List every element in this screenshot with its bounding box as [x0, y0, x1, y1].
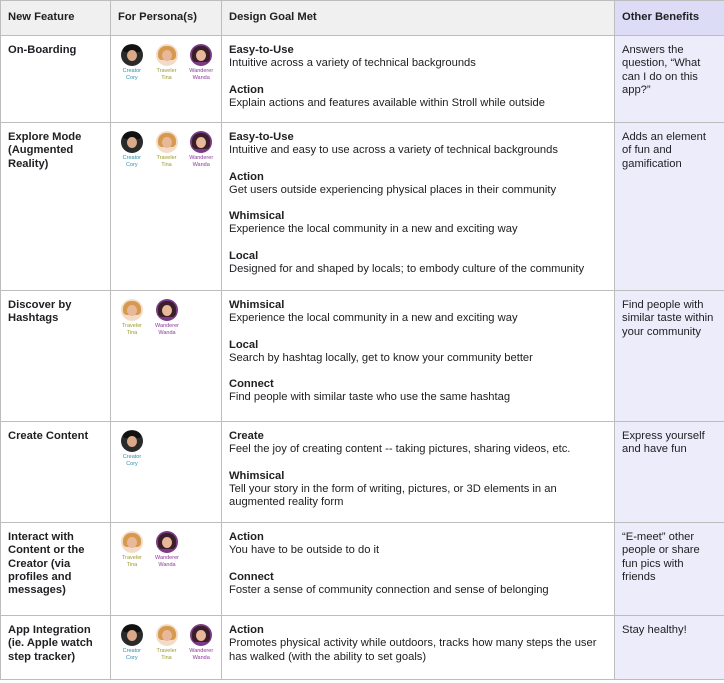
goal-description: Feel the joy of creating content -- taking pictures, sharing videos, etc.: [229, 443, 571, 456]
persona-label: [157, 68, 177, 81]
avatar: [121, 430, 143, 452]
goal-description: Foster a sense of community connection and sense of belonging: [229, 583, 549, 596]
persona-tina: [119, 299, 145, 336]
persona-label: [123, 68, 141, 81]
avatar: [121, 299, 143, 321]
benefits-cell: Stay healthy!: [615, 616, 724, 680]
persona-label: [155, 323, 179, 336]
persona-role: Traveler: [156, 68, 177, 74]
persona-role: Traveler: [122, 555, 142, 561]
goal-title: Whimsical: [229, 210, 285, 223]
persona-tina: [119, 531, 145, 568]
goal-description: Experience the local community in a new and exciting way: [229, 312, 518, 325]
benefits-cell: Find people with similar taste within your community: [615, 291, 724, 422]
persona-label: [122, 323, 142, 336]
goals-cell: [222, 123, 615, 291]
persona-name: Cory: [126, 161, 138, 168]
goal-title: Connect: [229, 570, 274, 583]
persona-name: Cory: [126, 654, 138, 661]
goal-title: Action: [229, 170, 264, 183]
persona-name: Wanda: [192, 654, 210, 661]
goal-title: Local: [229, 249, 259, 262]
personas-cell: [111, 291, 222, 422]
persona-name: Cory: [126, 74, 138, 81]
persona-label: [123, 648, 141, 661]
persona-name: Tina: [126, 561, 138, 568]
persona-role: Wanderer: [189, 68, 214, 74]
goal-title: Action: [229, 83, 264, 96]
persona-role: Traveler: [122, 323, 142, 329]
persona-role: Wanderer: [155, 323, 179, 329]
persona-role: Creator: [122, 648, 141, 654]
feature-name: Explore Mode (Augmented Reality): [1, 123, 111, 291]
persona-name: Cory: [126, 460, 138, 467]
avatar: [156, 624, 178, 646]
table-row: [1, 523, 724, 616]
table-row: [1, 291, 724, 422]
design-goal: [229, 84, 607, 111]
feature-name: App Integration (ie. Apple watch step tracker): [1, 616, 111, 680]
feature-name: Interact with Content or the Creator (via profiles and messages): [1, 523, 111, 616]
design-goal: [229, 624, 607, 664]
persona-label: [189, 68, 213, 81]
avatar: [190, 44, 212, 66]
persona-label: [122, 555, 142, 568]
persona-label: [157, 155, 177, 168]
persona-name: Tina: [161, 74, 172, 81]
persona-cory: [119, 44, 145, 81]
header-personas: For Persona(s): [111, 1, 222, 36]
persona-label: [155, 555, 179, 568]
design-goal: [229, 210, 607, 237]
persona-wanda: [154, 299, 180, 336]
header-row: [1, 1, 724, 36]
goal-description: Promotes physical activity while outdoors, tracks how many steps the user has walked (with the ability to set goals): [229, 637, 597, 663]
goal-description: Intuitive and easy to use across a variety of technical backgrounds: [229, 144, 558, 157]
persona-wanda: [188, 131, 214, 168]
goal-title: Connect: [229, 378, 274, 391]
persona-cory: [119, 430, 145, 467]
design-goal: [229, 131, 607, 158]
goals-cell: [222, 291, 615, 422]
goals-cell: [222, 36, 615, 123]
table-row: [1, 123, 724, 291]
benefits-cell: “E-meet” other people or share fun pics with friends: [615, 523, 724, 616]
avatar: [156, 531, 178, 553]
persona-role: Creator: [122, 68, 141, 74]
persona-label: [123, 454, 141, 467]
avatar: [156, 299, 178, 321]
avatar: [190, 624, 212, 646]
design-goal: [229, 531, 607, 558]
design-goal: [229, 470, 607, 510]
design-goal: [229, 339, 607, 366]
persona-name: Tina: [126, 329, 138, 336]
persona-role: Wanderer: [189, 155, 214, 161]
design-goal: [229, 571, 607, 598]
table-row: [1, 616, 724, 680]
design-goal: [229, 250, 607, 277]
persona-role: Traveler: [156, 155, 177, 161]
goal-description: Designed for and shaped by locals; to embody culture of the community: [229, 263, 585, 276]
goal-description: Get users outside experiencing physical places in their community: [229, 183, 557, 196]
persona-name: Wanda: [192, 161, 210, 168]
persona-wanda: [188, 44, 214, 81]
avatar: [121, 131, 143, 153]
goal-title: Easy-to-Use: [229, 131, 294, 143]
personas-cell: [111, 422, 222, 523]
persona-cory: [119, 624, 145, 661]
persona-tina: [154, 624, 180, 661]
goal-description: Explain actions and features available within Stroll while outside: [229, 96, 545, 109]
personas-cell: [111, 616, 222, 680]
persona-role: Wanderer: [155, 555, 179, 561]
persona-role: Wanderer: [189, 648, 214, 654]
feature-name: On-Boarding: [1, 36, 111, 123]
design-goal: [229, 299, 607, 326]
table-row: [1, 422, 724, 523]
goal-title: Whimsical: [229, 469, 285, 482]
feature-name: Discover by Hashtags: [1, 291, 111, 422]
goal-description: Search by hashtag locally, get to know your community better: [229, 351, 533, 364]
goal-description: You have to be outside to do it: [229, 544, 380, 557]
goal-description: Intuitive across a variety of technical backgrounds: [229, 57, 476, 70]
table-row: [1, 36, 724, 123]
goals-cell: [222, 422, 615, 523]
goal-title: Easy-to-Use: [229, 44, 294, 56]
persona-label: [189, 648, 213, 661]
goal-title: Action: [229, 624, 264, 636]
goal-description: Experience the local community in a new and exciting way: [229, 223, 518, 236]
benefits-cell: Answers the question, “What can I do on this app?”: [615, 36, 724, 123]
header-feature: New Feature: [1, 1, 111, 36]
persona-name: Tina: [161, 161, 172, 168]
design-goal: [229, 44, 607, 71]
goal-description: Find people with similar taste who use the same hashtag: [229, 391, 511, 404]
persona-name: Wanda: [158, 561, 176, 568]
avatar: [190, 131, 212, 153]
benefits-cell: Adds an element of fun and gamification: [615, 123, 724, 291]
design-goal: [229, 171, 607, 198]
benefits-cell: Express yourself and have fun: [615, 422, 724, 523]
persona-cory: [119, 131, 145, 168]
goal-title: Whimsical: [229, 299, 285, 311]
goal-title: Action: [229, 531, 264, 543]
avatar: [156, 44, 178, 66]
goal-title: Create: [229, 430, 264, 442]
avatar: [156, 131, 178, 153]
design-goal: [229, 378, 607, 405]
header-goals: Design Goal Met: [222, 1, 615, 36]
persona-name: Wanda: [192, 74, 210, 81]
persona-tina: [154, 131, 180, 168]
personas-cell: [111, 523, 222, 616]
persona-wanda: [154, 531, 180, 568]
header-benefits: Other Benefits: [615, 1, 724, 36]
feature-name: Create Content: [1, 422, 111, 523]
persona-role: Creator: [122, 454, 142, 460]
personas-cell: [111, 123, 222, 291]
goals-cell: [222, 616, 615, 680]
avatar: [121, 531, 143, 553]
avatar: [121, 624, 143, 646]
persona-label: [157, 648, 177, 661]
persona-name: Tina: [161, 654, 172, 661]
goal-title: Local: [229, 338, 259, 351]
goals-cell: [222, 523, 615, 616]
persona-tina: [154, 44, 180, 81]
persona-label: [189, 155, 213, 168]
personas-cell: [111, 36, 222, 123]
persona-role: Creator: [122, 155, 141, 161]
persona-wanda: [188, 624, 214, 661]
persona-role: Traveler: [156, 648, 177, 654]
avatar: [121, 44, 143, 66]
persona-label: [123, 155, 141, 168]
goal-description: Tell your story in the form of writing, pictures, or 3D elements in an augmented reality form: [229, 482, 557, 509]
persona-name: Wanda: [158, 329, 176, 336]
design-goal: [229, 430, 607, 457]
